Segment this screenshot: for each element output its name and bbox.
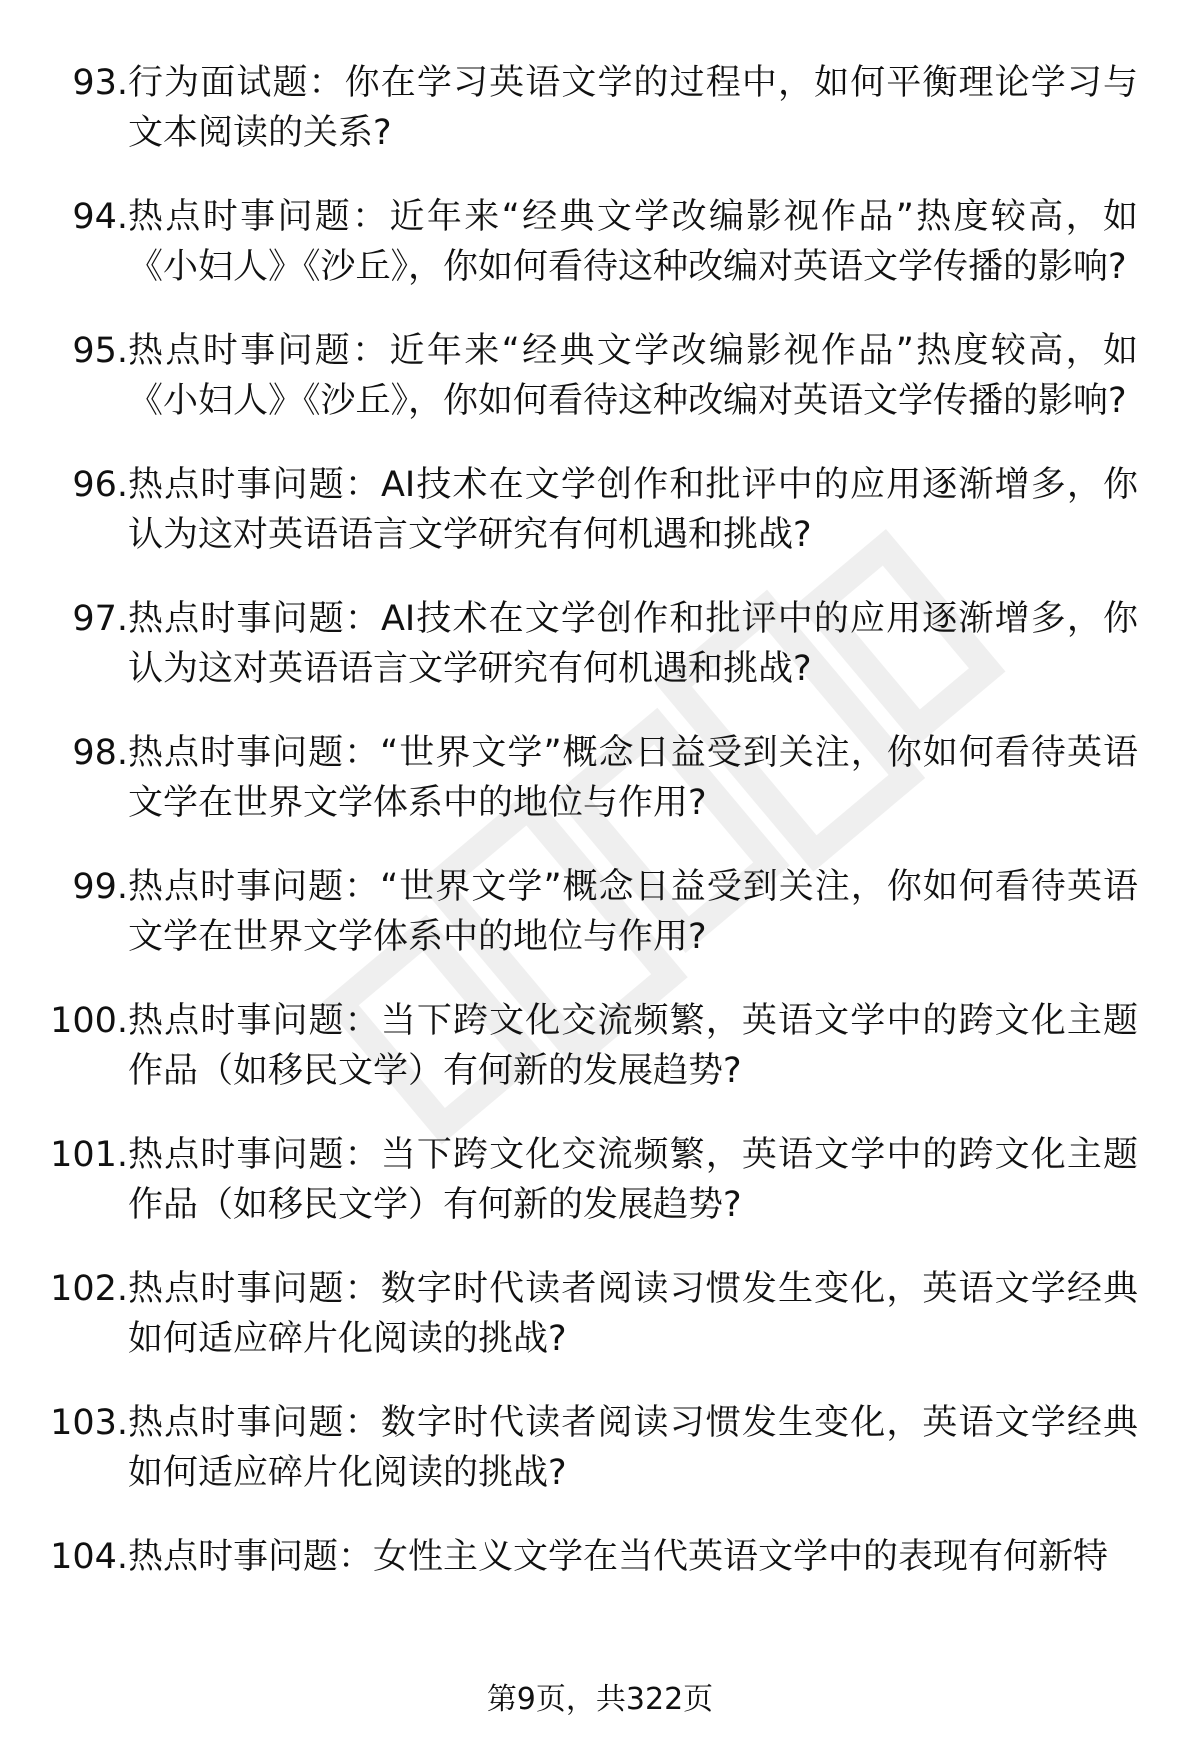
item-text: 热点时事问题：AI技术在文学创作和批评中的应用逐渐增多，你认为这对英语语言文学研究有何机遇和挑战? [128,465,1138,555]
list-item [0,862,1200,962]
list-item [0,1398,1200,1498]
item-text: 热点时事问题：数字时代读者阅读习惯发生变化，英语文学经典如何适应碎片化阅读的挑战? [128,1269,1138,1359]
item-number: 93. [72,63,128,103]
item-number: 101. [50,1135,128,1175]
list-item [0,594,1200,694]
item-text: 热点时事问题：“世界文学”概念日益受到关注，你如何看待英语文学在世界文学体系中的地位与作用? [128,867,1138,957]
list-item [0,326,1200,426]
item-text: 热点时事问题：当下跨文化交流频繁，英语文学中的跨文化主题作品（如移民文学）有何新的发展趋势? [128,1001,1138,1091]
item-number: 104. [50,1537,128,1577]
item-number: 102. [50,1269,128,1309]
list-item [0,1532,1200,1582]
list-item [0,1264,1200,1364]
item-text: 热点时事问题：AI技术在文学创作和批评中的应用逐渐增多，你认为这对英语语言文学研究有何机遇和挑战? [128,599,1138,689]
item-text: 热点时事问题：近年来“经典文学改编影视作品”热度较高，如《小妇人》《沙丘》，你如何看待这种改编对英语文学传播的影响? [128,197,1138,287]
list-item [0,58,1200,158]
question-list [0,58,1200,1616]
list-item [0,728,1200,828]
item-number: 103. [50,1403,128,1443]
page-footer: 第9页，共322页 [486,1682,714,1717]
item-text: 热点时事问题：女性主义文学在当代英语文学中的表现有何新特 [128,1537,1109,1577]
item-number: 97. [72,599,128,639]
item-number: 99. [72,867,128,907]
item-text: 热点时事问题：数字时代读者阅读习惯发生变化，英语文学经典如何适应碎片化阅读的挑战? [128,1403,1138,1493]
item-number: 100. [50,1001,128,1041]
list-item [0,460,1200,560]
item-number: 98. [72,733,128,773]
item-text: 行为面试题：你在学习英语文学的过程中，如何平衡理论学习与文本阅读的关系? [128,63,1138,153]
list-item [0,192,1200,292]
item-number: 94. [72,197,128,237]
list-item [0,1130,1200,1230]
list-item [0,996,1200,1096]
item-text: 热点时事问题：近年来“经典文学改编影视作品”热度较高，如《小妇人》《沙丘》，你如何看待这种改编对英语文学传播的影响? [128,331,1138,421]
item-text: 热点时事问题：当下跨文化交流频繁，英语文学中的跨文化主题作品（如移民文学）有何新的发展趋势? [128,1135,1138,1225]
item-number: 95. [72,331,128,371]
item-number: 96. [72,465,128,505]
item-text: 热点时事问题：“世界文学”概念日益受到关注，你如何看待英语文学在世界文学体系中的地位与作用? [128,733,1138,823]
